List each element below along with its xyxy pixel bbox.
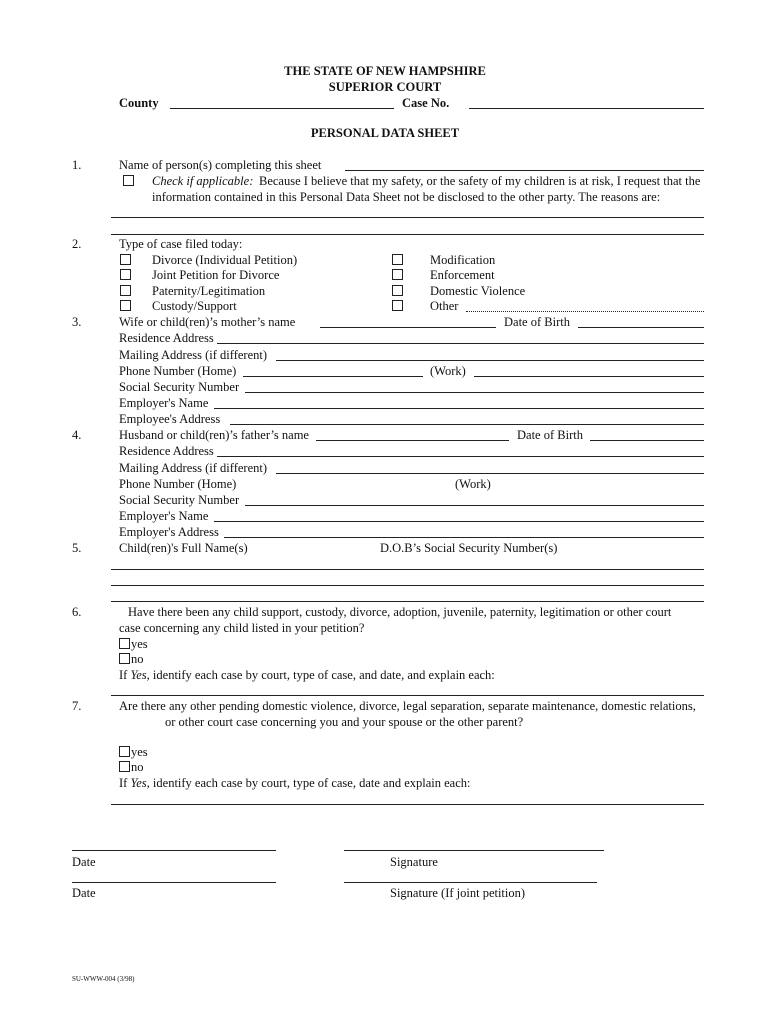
state-title: THE STATE OF NEW HAMPSHIRE: [284, 64, 486, 78]
wife-ssn-label: Social Security Number: [119, 380, 240, 394]
q6-no-checkbox[interactable]: [119, 653, 130, 664]
q6-yes-label: yes: [131, 637, 148, 651]
q6-yes-checkbox[interactable]: [119, 638, 130, 649]
other-label: Other: [430, 299, 459, 313]
husband-work-label: (Work): [455, 477, 491, 491]
enforcement-checkbox[interactable]: [392, 269, 403, 280]
wife-mailing-field[interactable]: [276, 360, 704, 361]
q7-number: 7.: [72, 699, 82, 713]
wife-employer-address-label: Employee's Address: [119, 412, 221, 426]
husband-dob-field[interactable]: [590, 440, 704, 441]
children-dob-ssn-label: D.O.B’s Social Security Number(s): [380, 541, 558, 555]
case-no-field[interactable]: [469, 108, 704, 109]
husband-employer-name-field[interactable]: [214, 521, 704, 522]
q7-no-checkbox[interactable]: [119, 761, 130, 772]
q1-check-prefix: Check if applicable:: [152, 174, 254, 188]
wife-employer-address-field[interactable]: [230, 424, 704, 425]
q7-explain-line[interactable]: [111, 804, 704, 805]
q1-check-text-2: information contained in this Personal Data Sheet not be disclosed to the other party. The reasons are:: [152, 190, 661, 204]
wife-mailing-label: Mailing Address (if different): [119, 348, 267, 362]
q6-explain-line[interactable]: [111, 695, 704, 696]
husband-employer-address-field[interactable]: [224, 537, 704, 538]
wife-employer-name-field[interactable]: [214, 408, 704, 409]
signature-1-field[interactable]: [344, 850, 604, 851]
wife-dob-field[interactable]: [578, 327, 704, 328]
page-title: PERSONAL DATA SHEET: [310, 126, 460, 140]
q3-number: 3.: [72, 315, 82, 329]
husband-residence-field[interactable]: [217, 456, 704, 457]
wife-phone-work-field[interactable]: [474, 376, 704, 377]
children-names-label: Child(ren)'s Full Name(s): [119, 541, 248, 555]
husband-name-label: Husband or child(ren)’s father’s name: [119, 428, 309, 442]
q6-if-yes-text: If Yes, identify each case by court, type of case, and date, and explain each:: [119, 668, 495, 682]
husband-employer-address-label: Employer's Address: [119, 525, 219, 539]
signature-2-label: Signature (If joint petition): [390, 886, 526, 900]
wife-phone-home-field[interactable]: [243, 376, 423, 377]
husband-dob-label: Date of Birth: [517, 428, 583, 442]
custody-support-label: Custody/Support: [152, 299, 237, 313]
joint-petition-label: Joint Petition for Divorce: [152, 268, 280, 282]
q1-confidential-checkbox[interactable]: [123, 175, 134, 186]
wife-employer-name-label: Employer's Name: [119, 396, 209, 410]
court-title: SUPERIOR COURT: [328, 80, 442, 94]
domestic-violence-checkbox[interactable]: [392, 285, 403, 296]
modification-checkbox[interactable]: [392, 254, 403, 265]
wife-name-field[interactable]: [320, 327, 496, 328]
q1-label: Name of person(s) completing this sheet: [119, 158, 322, 172]
husband-mailing-field[interactable]: [276, 473, 704, 474]
q1-check-text: Because I believe that my safety, or the safety of my children is at risk, I request that the: [259, 174, 701, 188]
county-field[interactable]: [170, 108, 394, 109]
wife-phone-label: Phone Number (Home): [119, 364, 237, 378]
wife-dob-label: Date of Birth: [504, 315, 570, 329]
children-line-3[interactable]: [111, 601, 704, 602]
q4-number: 4.: [72, 428, 82, 442]
modification-label: Modification: [430, 253, 496, 267]
wife-name-label: Wife or child(ren)’s mother’s name: [119, 315, 296, 329]
q7-no-label: no: [131, 760, 144, 774]
q7-yes-label: yes: [131, 745, 148, 759]
q7-if-yes-text: If Yes, identify each case by court, type of case, date and explain each:: [119, 776, 471, 790]
husband-residence-label: Residence Address: [119, 444, 214, 458]
divorce-individual-checkbox[interactable]: [120, 254, 131, 265]
q1-reasons-line-1[interactable]: [111, 217, 704, 218]
q1-number: 1.: [72, 158, 82, 172]
custody-support-checkbox[interactable]: [120, 300, 131, 311]
form-number: SU-WWW-004 (3/98): [72, 975, 135, 983]
q6-text-1: Have there been any child support, custody, divorce, adoption, juvenile, paternity, legitimation or other court: [128, 605, 672, 619]
husband-employer-name-label: Employer's Name: [119, 509, 209, 523]
children-line-1[interactable]: [111, 569, 704, 570]
q7-yes-checkbox[interactable]: [119, 746, 130, 757]
paternity-checkbox[interactable]: [120, 285, 131, 296]
q6-no-label: no: [131, 652, 144, 666]
case-no-label: Case No.: [402, 96, 450, 110]
domestic-violence-label: Domestic Violence: [430, 284, 526, 298]
enforcement-label: Enforcement: [430, 268, 495, 282]
date-1-label: Date: [72, 855, 96, 869]
q5-number: 5.: [72, 541, 82, 555]
wife-residence-label: Residence Address: [119, 331, 214, 345]
wife-ssn-field[interactable]: [245, 392, 704, 393]
paternity-label: Paternity/Legitimation: [152, 284, 266, 298]
husband-phone-label: Phone Number (Home): [119, 477, 237, 491]
husband-ssn-label: Social Security Number: [119, 493, 240, 507]
husband-mailing-label: Mailing Address (if different): [119, 461, 267, 475]
other-checkbox[interactable]: [392, 300, 403, 311]
date-2-label: Date: [72, 886, 96, 900]
divorce-individual-label: Divorce (Individual Petition): [152, 253, 298, 267]
q6-number: 6.: [72, 605, 82, 619]
county-label: County: [119, 96, 159, 110]
wife-work-label: (Work): [430, 364, 466, 378]
q1-name-field[interactable]: [345, 170, 704, 171]
husband-ssn-field[interactable]: [245, 505, 704, 506]
signature-1-label: Signature: [390, 855, 438, 869]
children-line-2[interactable]: [111, 585, 704, 586]
joint-petition-checkbox[interactable]: [120, 269, 131, 280]
q2-label: Type of case filed today:: [119, 237, 243, 251]
other-field[interactable]: [466, 311, 704, 312]
q7-text-2: or other court case concerning you and your spouse or the other parent?: [165, 715, 524, 729]
husband-name-field[interactable]: [316, 440, 509, 441]
signature-2-field[interactable]: [344, 882, 597, 883]
date-1-field[interactable]: [72, 850, 276, 851]
q1-reasons-line-2[interactable]: [111, 234, 704, 235]
q7-text-1: Are there any other pending domestic violence, divorce, legal separation, separate maintenance, domestic relations,: [119, 699, 696, 713]
q2-number: 2.: [72, 237, 82, 251]
wife-residence-field[interactable]: [217, 343, 704, 344]
q6-text-2: case concerning any child listed in your petition?: [119, 621, 365, 635]
date-2-field[interactable]: [72, 882, 276, 883]
